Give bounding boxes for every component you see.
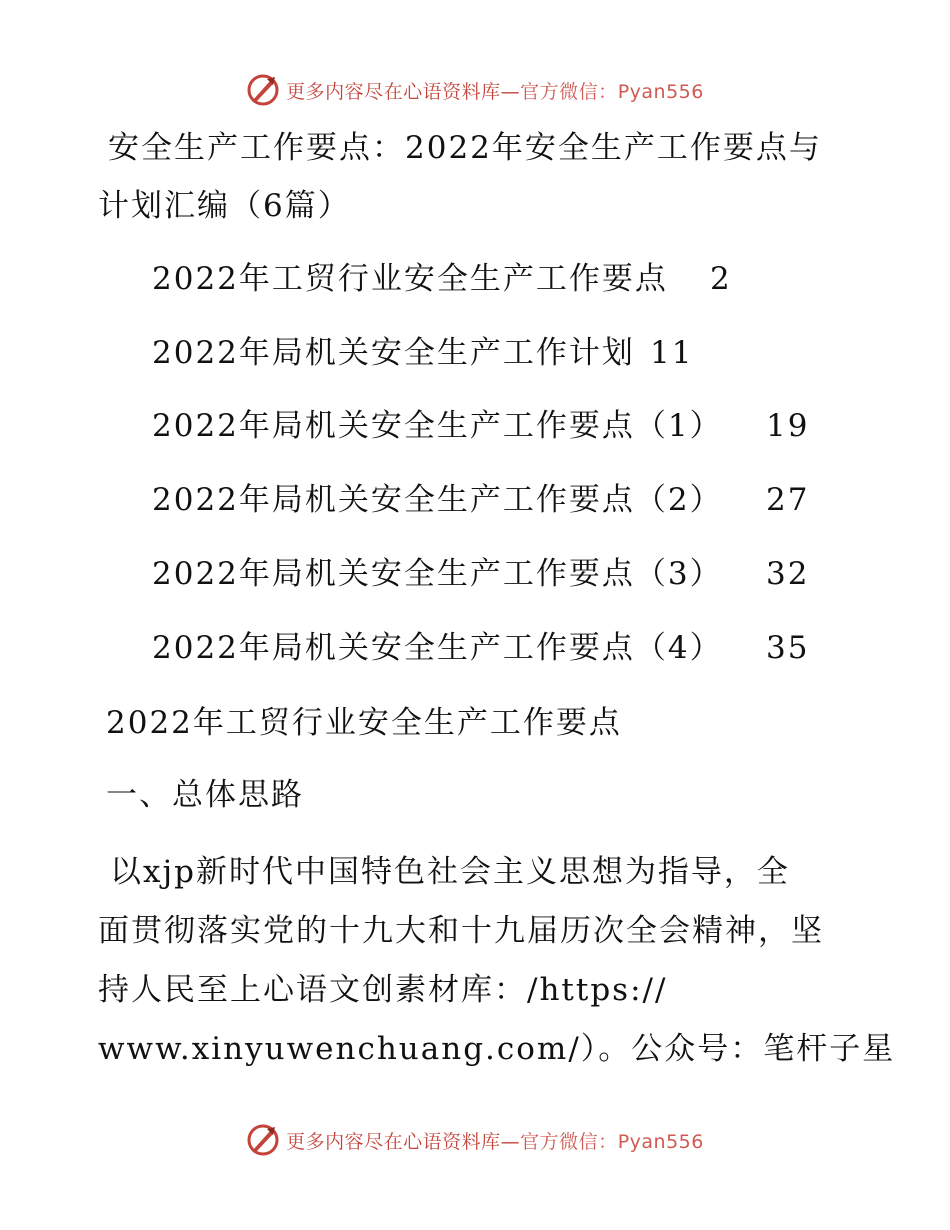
toc-entry-title: 2022年局机关安全生产工作计划 xyxy=(152,335,635,371)
watermark-text: 更多内容尽在心语资料库—官方微信：Pyan556 xyxy=(286,1130,704,1153)
toc-entry-page: 27 xyxy=(766,482,810,518)
toc-entry-page: 35 xyxy=(766,630,810,666)
subheading: 一、总体思路 xyxy=(106,777,304,813)
toc-entry[interactable] xyxy=(152,406,812,446)
footer-watermark xyxy=(0,1120,950,1160)
quill-logo-icon xyxy=(246,73,280,107)
body-line: 持人民至上心语文创素材库：/https:// xyxy=(98,972,668,1008)
header-watermark xyxy=(0,70,950,110)
document-title-line-2: 计划汇编（6篇） xyxy=(98,188,351,224)
toc-entry[interactable] xyxy=(152,628,812,668)
watermark-text: 更多内容尽在心语资料库—官方微信：Pyan556 xyxy=(286,80,704,103)
body-line: 面贯彻落实党的十九大和十九届历次全会精神，坚 xyxy=(98,913,824,949)
toc-entry-page: 19 xyxy=(766,408,810,444)
toc-entry-page: 11 xyxy=(650,335,694,371)
toc-entry-title: 2022年局机关安全生产工作要点（4） xyxy=(152,630,723,666)
toc-entry[interactable] xyxy=(152,259,812,299)
toc-entry-page: 2 xyxy=(710,261,732,297)
quill-logo-icon xyxy=(246,1123,280,1157)
toc-entry-title: 2022年局机关安全生产工作要点（1） xyxy=(152,408,723,444)
toc-entry[interactable] xyxy=(152,554,812,594)
toc-entry[interactable] xyxy=(152,480,812,520)
toc-entry-title: 2022年局机关安全生产工作要点（3） xyxy=(152,556,723,592)
body-line: www.xinyuwenchuang.com/）。公众号：笔杆子星 xyxy=(98,1031,896,1067)
toc-entry-title: 2022年工贸行业安全生产工作要点 xyxy=(152,261,668,297)
toc-entry-title: 2022年局机关安全生产工作要点（2） xyxy=(152,482,723,518)
toc-entry[interactable] xyxy=(152,333,812,373)
document-title-line-1: 安全生产工作要点：2022年安全生产工作要点与 xyxy=(108,130,822,166)
toc-entry-page: 32 xyxy=(766,556,810,592)
section-heading: 2022年工贸行业安全生产工作要点 xyxy=(106,705,622,741)
body-line: 以xjp新时代中国特色社会主义思想为指导，全 xyxy=(110,854,790,890)
